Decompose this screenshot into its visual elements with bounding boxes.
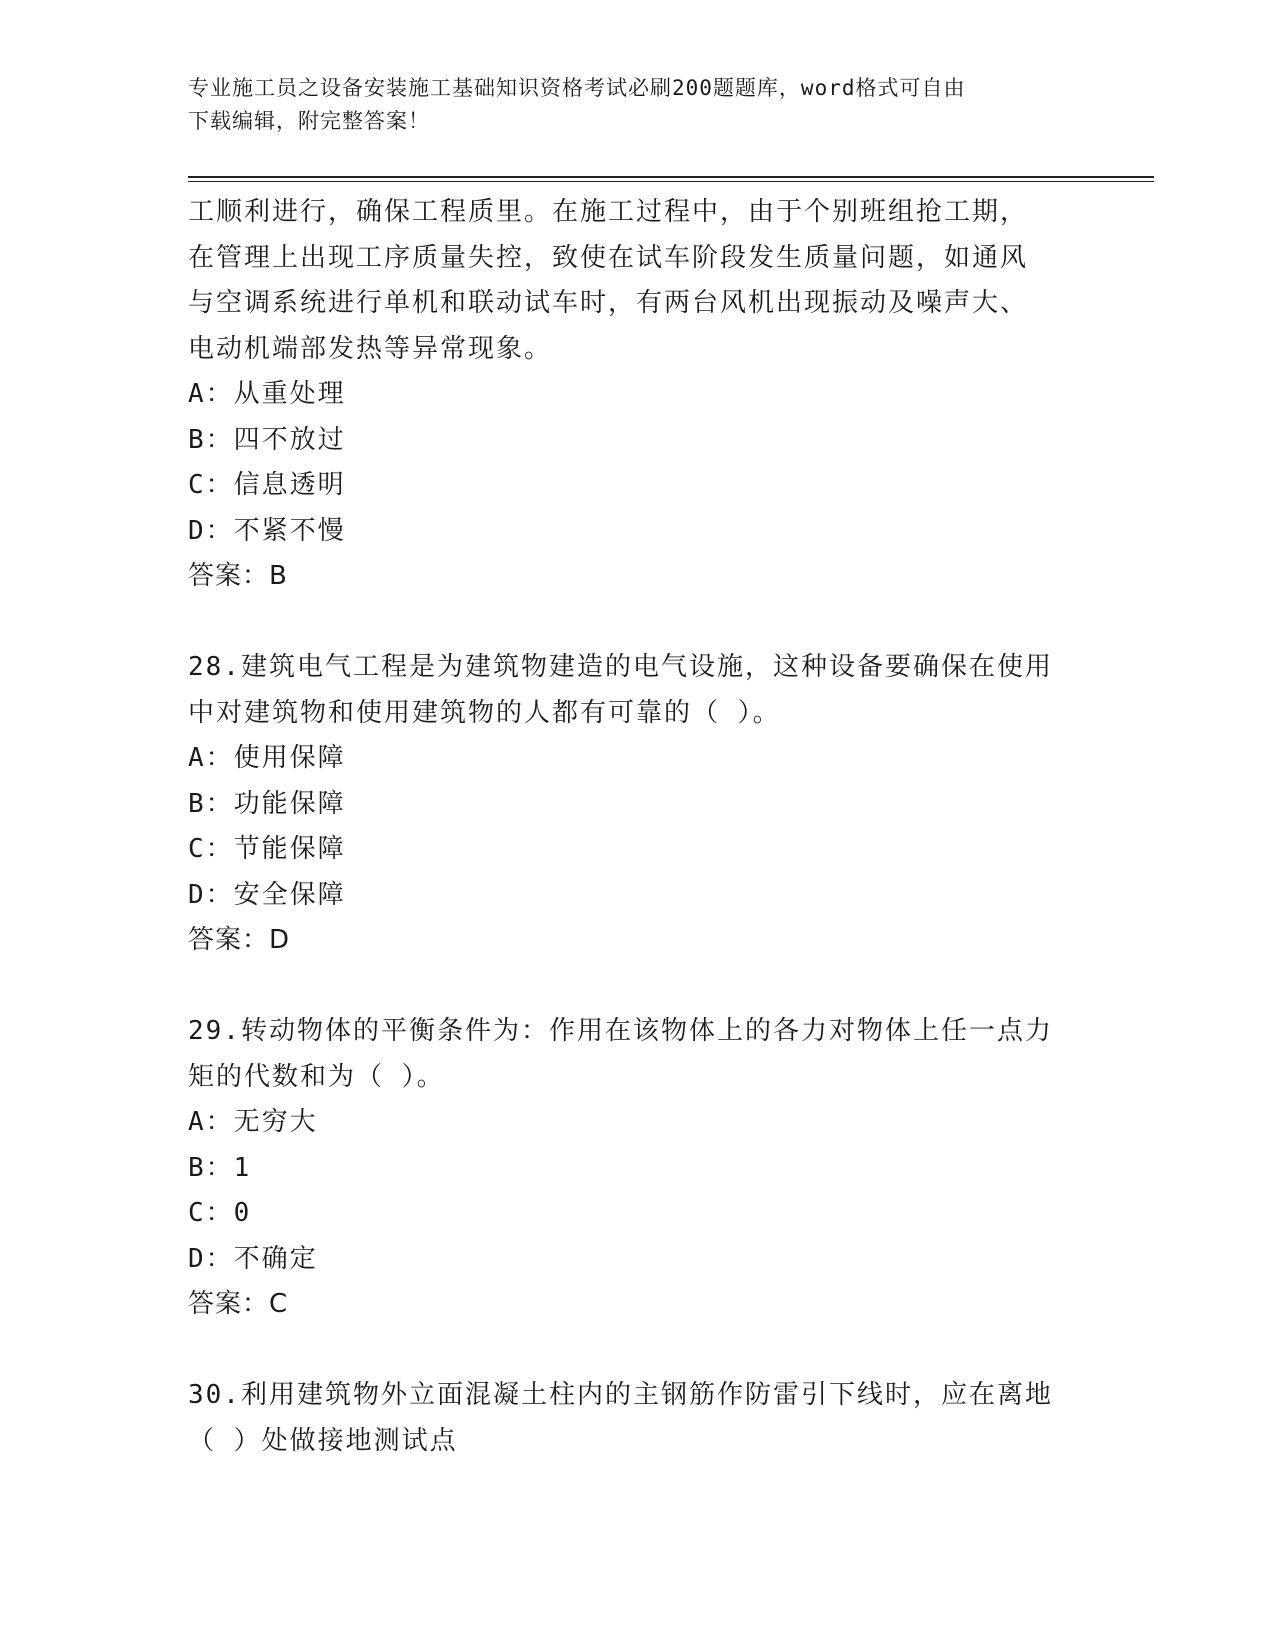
option-c: C：节能保障 (188, 834, 346, 864)
spacer (188, 1328, 1088, 1374)
spacer (188, 600, 1088, 646)
option-b: B：功能保障 (188, 788, 346, 819)
question-28 (188, 645, 1088, 964)
header-line: 下载编辑，附完整答案！ (188, 109, 430, 133)
question-text-line: 电动机端部发热等异常现象。 (188, 333, 553, 364)
question-text-line: 与空调系统进行单机和联动试车时，有两台风机出现振动及噪声大、 (188, 288, 1029, 318)
option-b: B：四不放过 (188, 424, 346, 455)
question-text-line: 29.转动物体的平衡条件为：作用在该物体上的各力对物体上任一点力 (188, 1016, 1053, 1046)
option-d: D：不紧不慢 (188, 515, 346, 546)
answer-line: 答案：D (188, 925, 291, 955)
option-a: A：无穷大 (188, 1107, 318, 1137)
option-a: A：从重处理 (188, 379, 346, 409)
option-d: D：安全保障 (188, 879, 346, 910)
answer-line: 答案：C (188, 1289, 289, 1319)
option-a: A：使用保障 (188, 743, 346, 773)
question-text-line: 30.利用建筑物外立面混凝土柱内的主钢筋作防雷引下线时，应在离地 (188, 1380, 1053, 1410)
question-29 (188, 1009, 1088, 1328)
question-text-line: 中对建筑物和使用建筑物的人都有可靠的（ ）。 (188, 697, 781, 728)
option-d: D：不确定 (188, 1243, 318, 1274)
question-content (188, 190, 1088, 1464)
option-c: C：信息透明 (188, 470, 346, 500)
question-text-line: 28.建筑电气工程是为建筑物建造的电气设施，这种设备要确保在使用 (188, 652, 1053, 682)
header-rule-thick (188, 176, 1154, 178)
page-header (188, 72, 1068, 138)
question-30 (188, 1373, 1088, 1464)
header-rule-thin (188, 181, 1154, 182)
option-c: C：0 (188, 1198, 252, 1228)
answer-line: 答案：B (188, 561, 288, 591)
question-text-line: 在管理上出现工序质量失控，致使在试车阶段发生质量问题，如通风 (188, 242, 1029, 273)
spacer (188, 964, 1088, 1010)
option-b: B：1 (188, 1152, 252, 1183)
question-continuation (188, 190, 1088, 600)
question-text-line: 矩的代数和为（ ）。 (188, 1061, 445, 1092)
question-text-line: （ ）处做接地测试点 (188, 1425, 458, 1456)
header-line: 专业施工员之设备安装施工基础知识资格考试必刷200题题库，word格式可自由 (188, 76, 966, 100)
question-text-line: 工顺利进行，确保工程质里。在施工过程中，由于个别班组抢工期， (188, 197, 1029, 227)
